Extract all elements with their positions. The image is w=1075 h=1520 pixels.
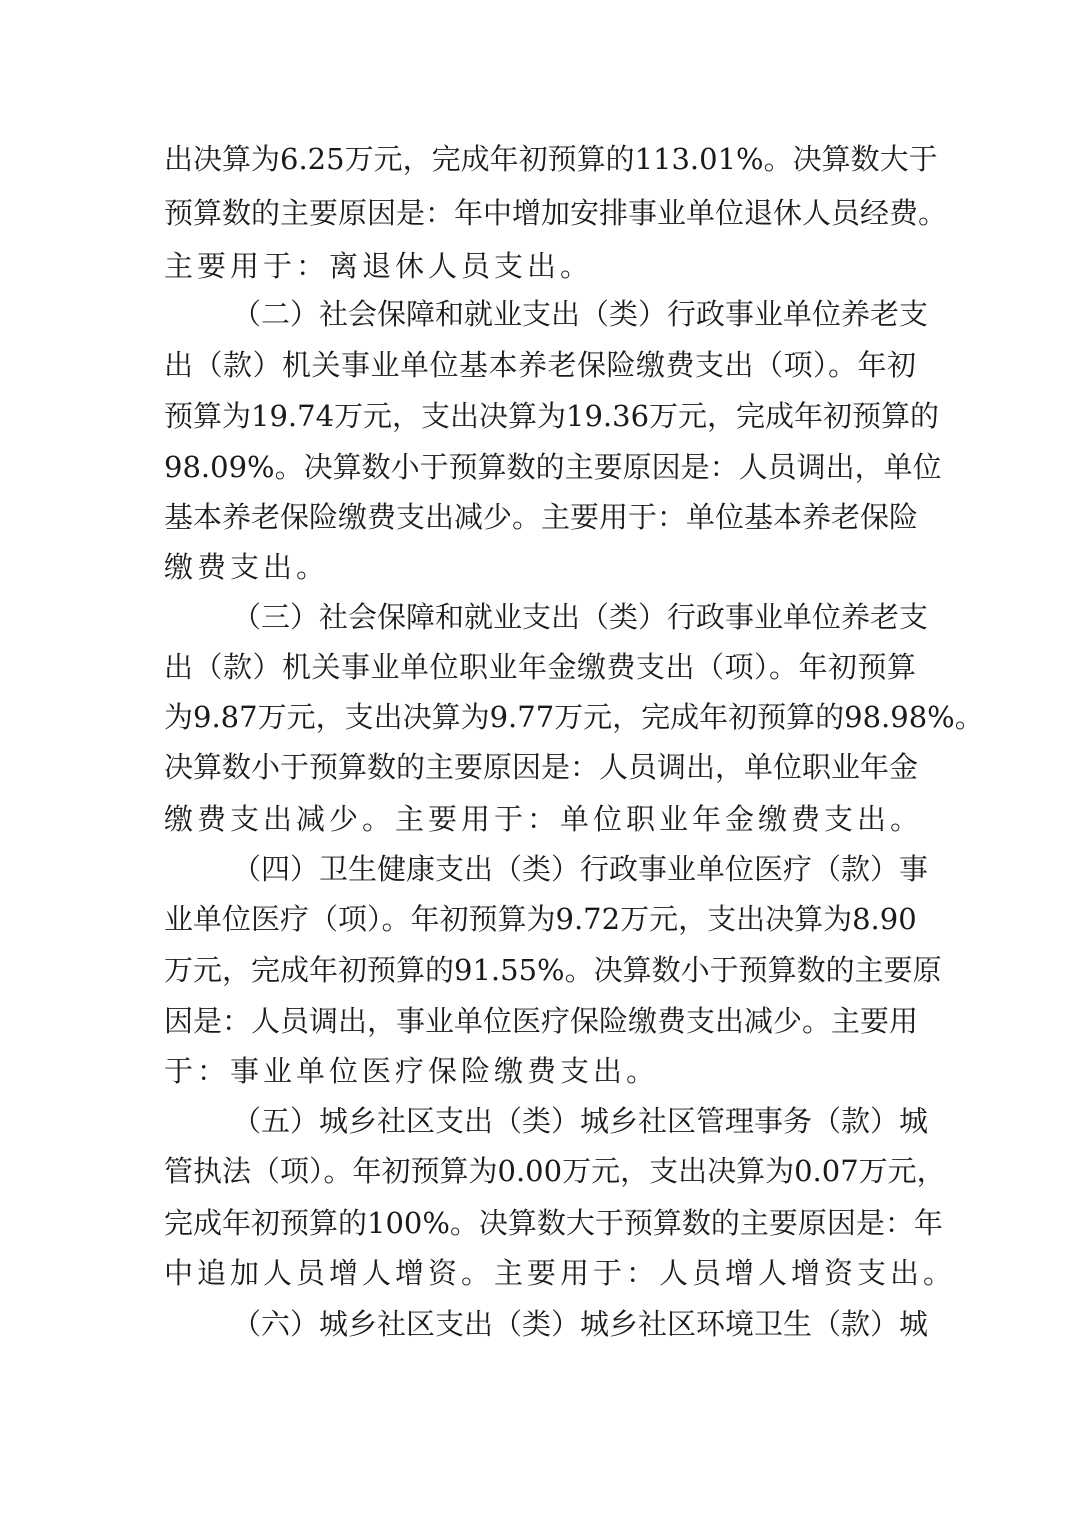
text-line: 出决算为6.25万元，完成年初预算的113.01%。决算数大于 <box>164 142 938 176</box>
text-line: 出（款）机关事业单位职业年金缴费支出（项）。年初预算 <box>164 650 916 684</box>
text-line: 万元，完成年初预算的91.55%。决算数小于预算数的主要原 <box>164 953 942 987</box>
text-line: 缴费支出减少。主要用于：单位职业年金缴费支出。 <box>164 802 924 836</box>
text-line: 为9.87万元，支出决算为9.77万元，完成年初预算的98.98%。 <box>164 700 984 734</box>
text-line: 缴费支出。 <box>164 550 330 584</box>
text-line: 98.09%。决算数小于预算数的主要原因是：人员调出，单位 <box>164 450 942 484</box>
text-line: （四）卫生健康支出（类）行政事业单位医疗（款）事 <box>232 852 929 886</box>
text-line: 因是：人员调出，事业单位医疗保险缴费支出减少。主要用 <box>164 1004 919 1038</box>
text-line: 预算数的主要原因是：年中增加安排事业单位退休人员经费。 <box>164 196 948 230</box>
text-line: 预算为19.74万元，支出决算为19.36万元，完成年初预算的 <box>164 399 940 433</box>
text-line: 决算数小于预算数的主要原因是：人员调出，单位职业年金 <box>164 750 919 784</box>
text-line: 中追加人员增人增资。主要用于：人员增人增资支出。 <box>164 1256 957 1290</box>
text-line: 基本养老保险缴费支出减少。主要用于：单位基本养老保险 <box>164 500 919 534</box>
text-line: 管执法（项）。年初预算为0.00万元，支出决算为0.07万元， <box>164 1154 946 1188</box>
text-line: 业单位医疗（项）。年初预算为9.72万元，支出决算为8.90 <box>164 902 917 936</box>
text-line: 于：事业单位医疗保险缴费支出。 <box>164 1054 660 1088</box>
text-line: 主要用于：离退休人员支出。 <box>164 249 594 283</box>
text-line: 完成年初预算的100%。决算数大于预算数的主要原因是：年 <box>164 1206 943 1240</box>
text-line: 出（款）机关事业单位基本养老保险缴费支出（项）。年初 <box>164 348 916 382</box>
text-line: （五）城乡社区支出（类）城乡社区管理事务（款）城 <box>232 1104 929 1138</box>
text-line: （二）社会保障和就业支出（类）行政事业单位养老支 <box>232 297 929 331</box>
text-line: （六）城乡社区支出（类）城乡社区环境卫生（款）城 <box>232 1307 929 1341</box>
text-line: （三）社会保障和就业支出（类）行政事业单位养老支 <box>232 600 929 634</box>
